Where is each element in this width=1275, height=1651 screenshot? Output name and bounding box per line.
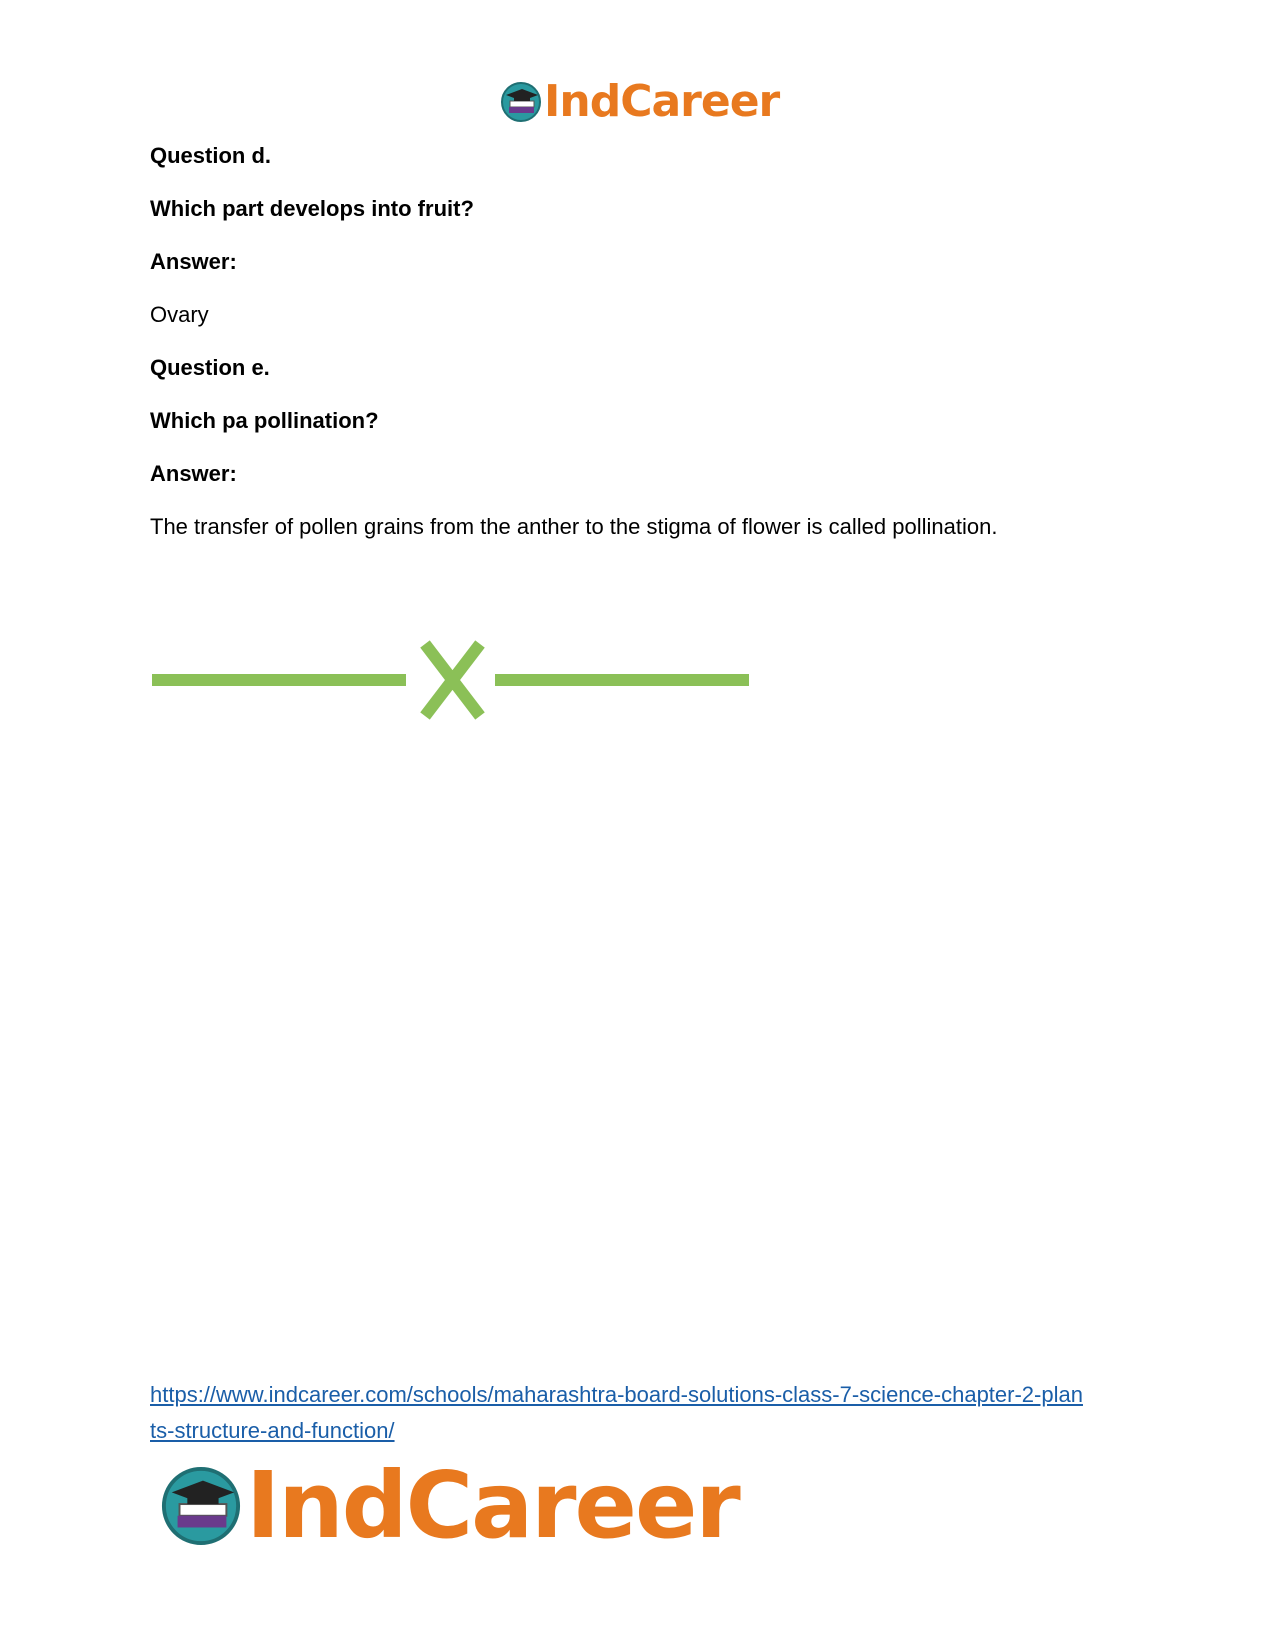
logo-wordmark: IndCareer xyxy=(544,76,780,127)
section-divider xyxy=(150,640,750,720)
header-logo xyxy=(500,76,780,127)
source-link-line-2: ts-structure-and-function/ xyxy=(150,1418,395,1443)
divider-line-right xyxy=(495,674,749,686)
logo-wordmark: IndCareer xyxy=(246,1452,739,1559)
answer-e-label: Answer: xyxy=(150,461,237,486)
question-d-text: Which part develops into fruit? xyxy=(150,196,474,221)
divider-line-left xyxy=(152,674,406,686)
answer-d-label: Answer: xyxy=(150,249,237,274)
source-link[interactable] xyxy=(150,1377,1150,1449)
source-link-line-1: https://www.indcareer.com/schools/maharashtra-board-solutions-class-7-science-chapter-2-plan xyxy=(150,1382,1083,1407)
question-e-text: Which pa pollination? xyxy=(150,408,379,433)
question-e-label: Question e. xyxy=(150,355,270,380)
graduation-globe-icon xyxy=(160,1465,242,1547)
graduation-globe-icon xyxy=(500,81,542,123)
footer-logo xyxy=(160,1452,739,1559)
x-mark-icon xyxy=(425,644,480,716)
question-d-label: Question d. xyxy=(150,143,271,168)
answer-d-text: Ovary xyxy=(150,302,209,327)
answer-e-text: The transfer of pollen grains from the anther to the stigma of flower is called pollination. xyxy=(150,514,998,539)
